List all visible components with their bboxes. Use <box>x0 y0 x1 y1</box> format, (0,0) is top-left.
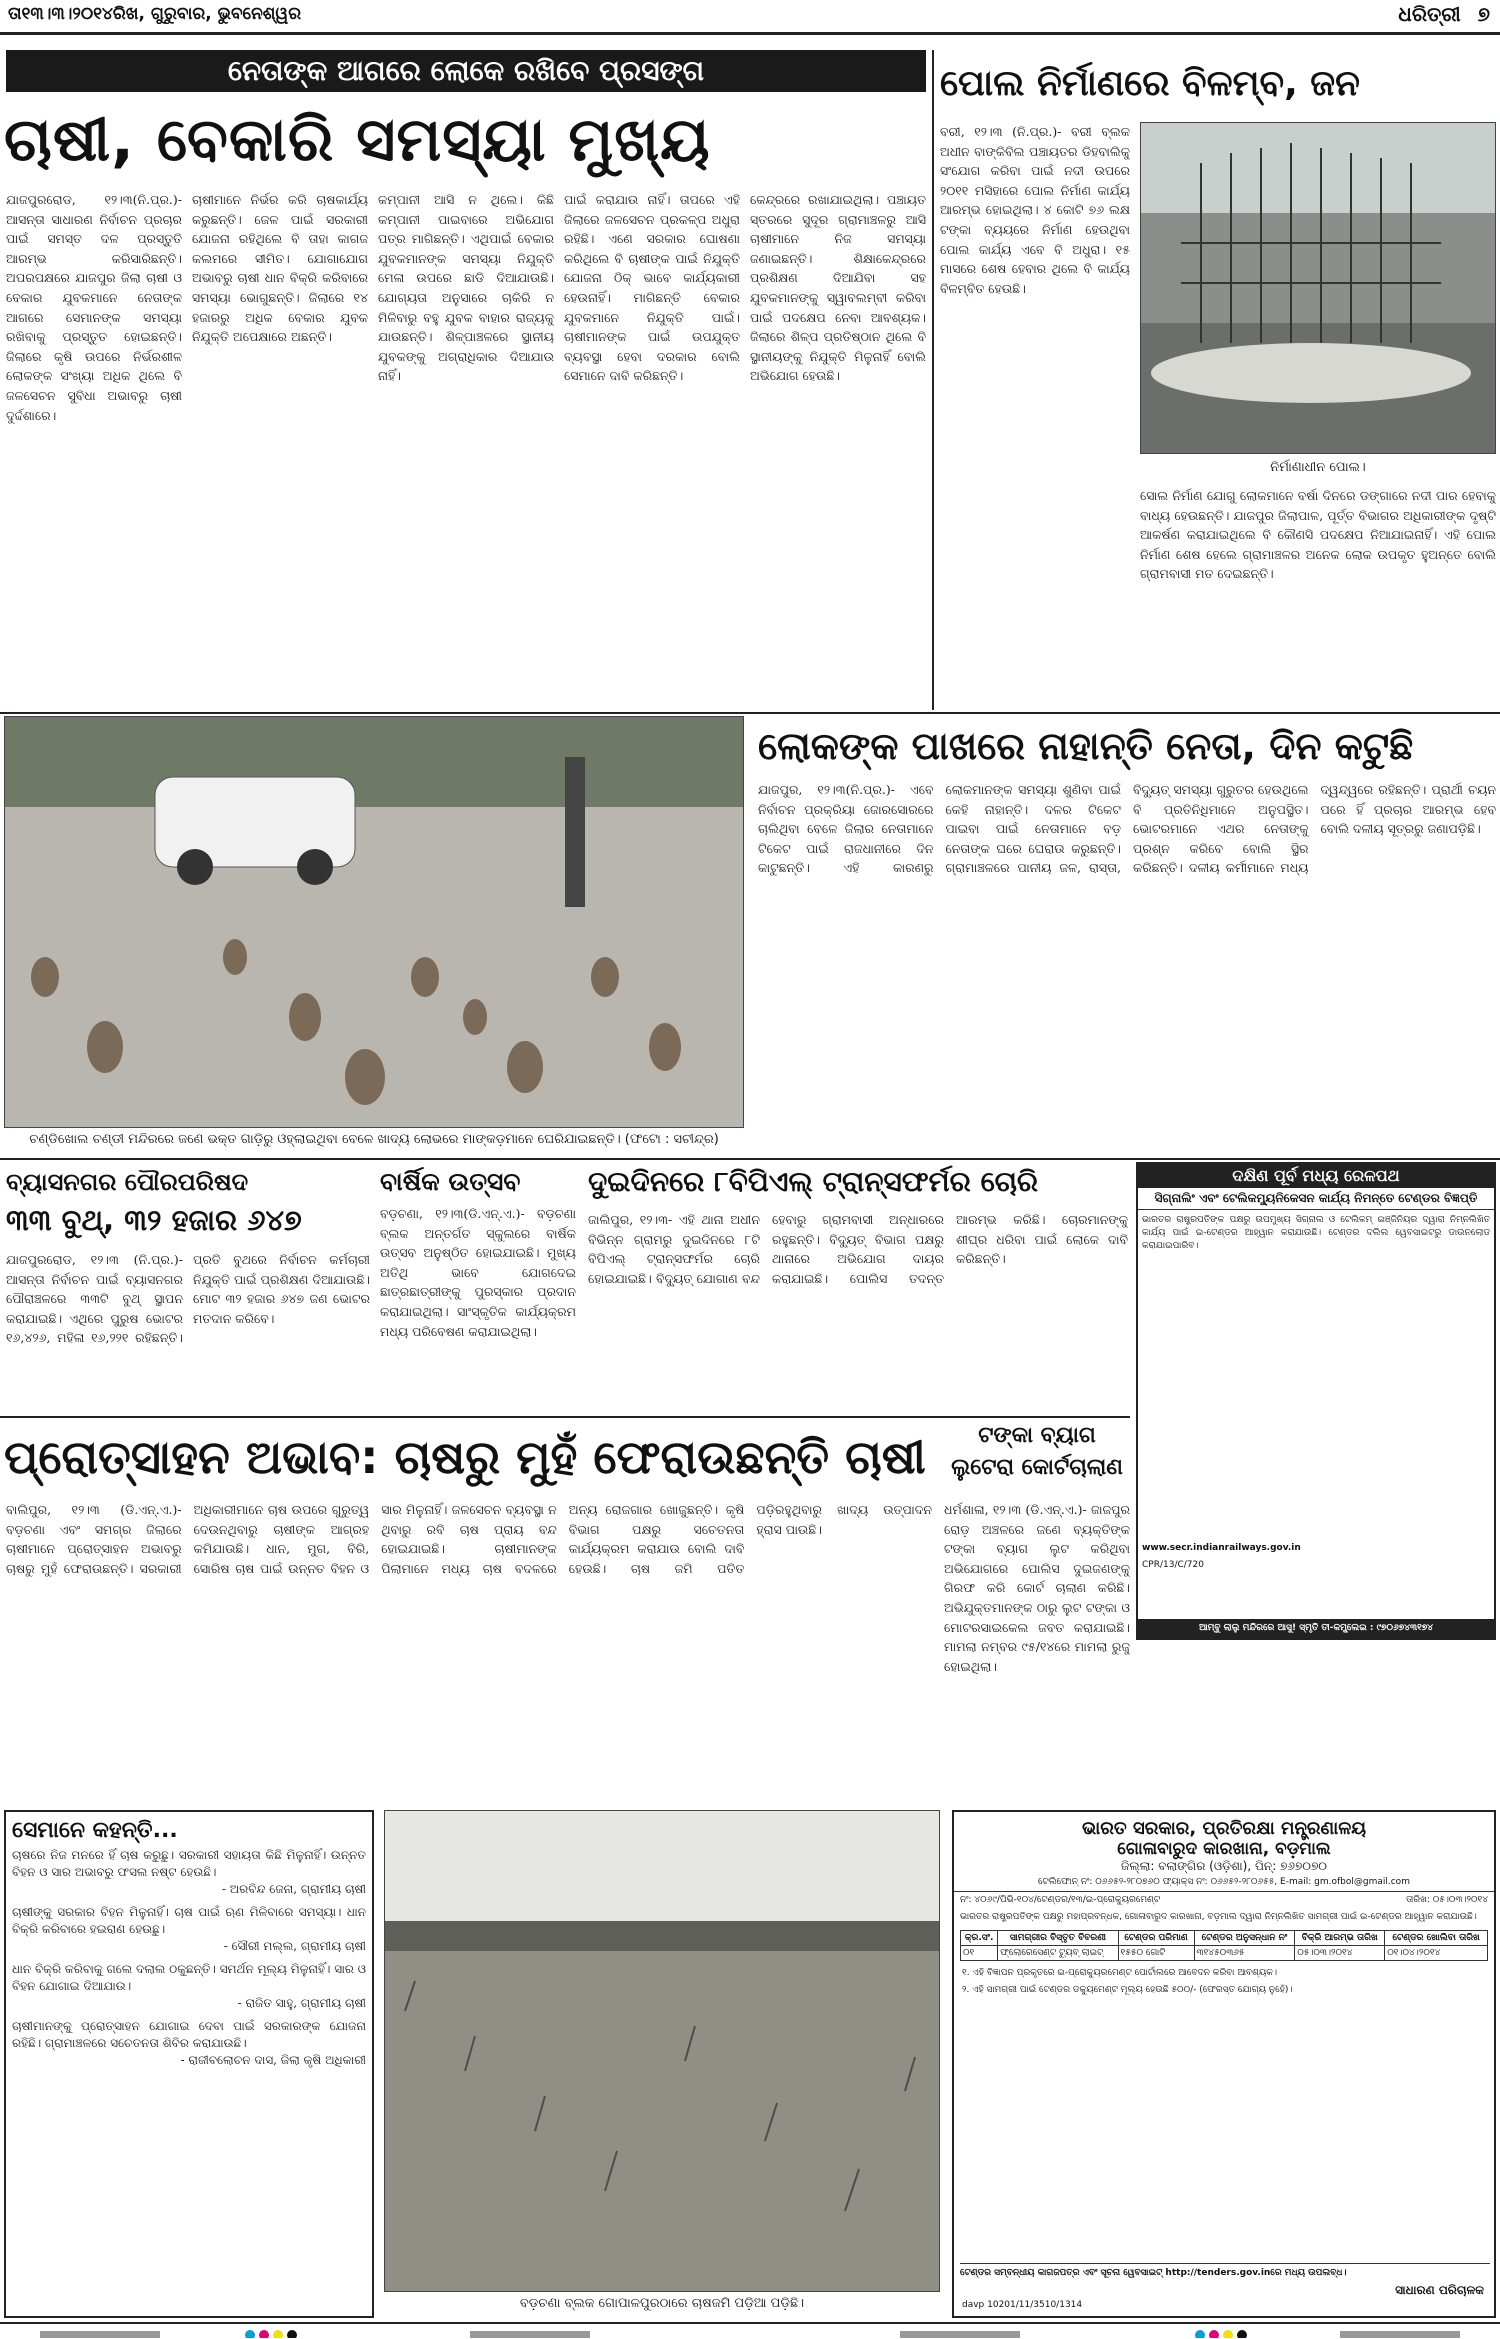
table-header: ଟେଣ୍ଡର ଖୋଲିବା ତାରିଖ <box>1385 1931 1488 1946</box>
defence-ad-signature: ସାଧାରଣ ପରିଚାଳକ <box>1395 2283 1484 2297</box>
festival-body: ବଡ଼ଚଣା, ୧୨।୩(ଡି.ଏନ୍.ଏ.)- ବଡ଼ଚଣା ବ୍ଲକ ଅନ୍ତର୍ଗତ ସ୍କୁଲରେ ବାର୍ଷିକ ଉତ୍ସବ ଅନୁଷ୍ଠିତ ହୋଇଯାଇଛି। ମୁଖ୍ୟ ଅତିଥି ଭାବେ ଯୋଗଦେଇ ଛାତ୍ରଛାତ୍ରୀଙ୍କୁ ପୁରସ୍କାର ପ୍ରଦାନ କରାଯାଇଥିଲା। ସାଂସ୍କୃତିକ କାର୍ଯ୍ୟକ୍ରମ ମଧ୍ୟ ପରିବେଷଣ କରାଯାଇଥିଲା। <box>380 1206 576 1339</box>
railway-ad-website[interactable]: www.secr.indianrailways.gov.in <box>1142 1543 1301 1553</box>
section-rule-1 <box>0 712 1500 714</box>
bridge-photo-caption: ନିର୍ମାଣାଧୀନ ପୋଲ। <box>1270 460 1366 475</box>
defence-ad-note-2: ୨. ଏହି ସାମଗ୍ରୀ ପାଇଁ ଟେଣ୍ଡର ଡକ୍ୟୁମେଣ୍ଟ ମୂଲ୍ୟ ହେଉଛି ୫୦୦/- (ଫେରସ୍ତ ଯୋଗ୍ୟ ନୁହେଁ)। <box>962 1985 1293 1995</box>
quote-3-author: - ରାଜିତ ସାହୁ, ଗ୍ରାମୀୟ ଚାଷୀ <box>237 1996 366 2010</box>
table-cell: ୩୧୪୫୦୩୬୫ <box>1194 1946 1295 1961</box>
table-cell: ଫ୍ଲୋରେସେଣ୍ଟ ଟ୍ୟୁବ୍ ଲାଇଟ୍ <box>998 1946 1118 1961</box>
table-cell: ୦୧।୦୪।୨୦୧୪ <box>1385 1946 1488 1961</box>
defence-ad-title: ଭାରତ ସରକାର, ପ୍ରତିରକ୍ଷା ମନ୍ତ୍ରଣାଳୟ <box>1081 1818 1367 1839</box>
bridge-construction-illustration <box>1141 123 1496 454</box>
booths-body: ଯାଜପୁରରୋଡ, ୧୨।୩ (ନି.ପ୍ର.)- ଆସନ୍ତା ନିର୍ବାଚନ ପାଇଁ ବ୍ୟାସନଗର ପୌରାଞ୍ଚଳରେ ୩୩ଟି ବୁଥ୍ ସ୍ଥାପନ କରାଯାଇଛି। ଏଥିରେ ପୁରୁଷ ଭୋଟର ୧୬,୪୨୬, ମହିଳା ୧୬,୨୨୧ ରହିଛନ୍ତି। ପ୍ରତି ବୁଥରେ ନିର୍ବାଚନ କର୍ମଚାରୀ ନିଯୁକ୍ତି ପାଇଁ ପ୍ରଶିକ୍ଷଣ ଦିଆଯାଉଛି। ମୋଟ ୩୨ ହଜାର ୬୪୭ ଜଣ ଭୋଟର ମତଦାନ କରିବେ। <box>6 1252 370 1346</box>
bridge-photo <box>1140 122 1496 454</box>
lead-col-4: ପାଇଁ କରାଯାଉ ନାହିଁ। ତାପରେ ଏହି ଜିଲାରେ ଜଳସେଚନ ପ୍ରକଳ୍ପ ଅଧୁରା ରହିଛି। ଏଣେ ସରକାର ଘୋଷଣା କରିଥିଲେ ବି ଚାଷୀଙ୍କ ପାଇଁ ନିଯୁକ୍ତି ଯୋଜନା ଠିକ୍ ଭାବେ କାର୍ଯ୍ୟକାରୀ ହେଉନାହିଁ। ମାଗିଛନ୍ତି ବେକାର ଯୁବକମାନେ ନିଯୁକ୍ତି ପାଇଁ। ଚାଷୀମାନଙ୍କ ପାଇଁ ଉପଯୁକ୍ତ ବ୍ୟବସ୍ଥା ହେବା ଦରକାର ବୋଲି ସେମାନେ ଦାବି କରିଛନ୍ତି। <box>564 192 740 384</box>
color-registration-icon <box>0 2329 1500 2338</box>
quote-3: ଧାନ ବିକ୍ରି କରିବାକୁ ଗଲେ ଦଲାଲ ଠକୁଛନ୍ତି। ସମର୍ଥନ ମୂଲ୍ୟ ମିଳୁନାହିଁ। ସାର ଓ ବିହନ ଯୋଗାଇ ଦିଆଯାଉ। <box>12 1962 366 1993</box>
loot-headline: ଟଙ୍କା ବ୍ୟାଗ ଲୁଟେରା କୋର୍ଟଚାଲାଣ <box>951 1423 1123 1480</box>
quote-2-author: - ସୌରୀ ମଲ୍ଲ, ଗ୍ରାମୀୟ ଚାଷୀ <box>223 1939 366 1953</box>
monkeys-car-illustration <box>5 717 744 1128</box>
defence-ad-address: ଜିଲ୍ଲା: ବଲାଙ୍ଗିର (ଓଡ଼ିଶା), ପିନ୍: ୭୬୭୦୭୦ <box>1120 1859 1327 1873</box>
festival-headline: ବାର୍ଷିକ ଉତ୍ସବ <box>380 1167 521 1196</box>
defence-ad-davp: davp 10201/11/3510/1314 <box>962 2300 1083 2310</box>
railway-ad-subtitle: ସିଗ୍ନାଲିଂ ଏବଂ ଟେଲିକମ୍ୟୁନିକେସନ କାର୍ଯ୍ୟ ନିମନ୍ତେ ଟେଣ୍ଡର ବିଜ୍ଞପ୍ତି <box>1138 1188 1494 1210</box>
defence-ad-ref: ନଂ: ୪୦୬୯/ପିଭି-୧୦୪/ଟେଣ୍ଡର/୧୩/ଇ-ପ୍ରୋକ୍ୟୁରମେଣ୍ଟ <box>960 1895 1161 1905</box>
quote-4: ଚାଷୀମାନଙ୍କୁ ପ୍ରୋତ୍ସାହନ ଯୋଗାଇ ଦେବା ପାଇଁ ସରକାରଙ୍କ ଯୋଜନା ରହିଛି। ଗ୍ରାମାଞ୍ଚଳରେ ସଚେତନତା ଶିବିର କରାଯାଉଛି। <box>12 2019 366 2050</box>
farming-body: ବାଲିପୁର, ୧୨।୩ (ଡି.ଏନ୍.ଏ.)- ବଡ଼ଚଣା ଏବଂ ସମଗ୍ର ଜିଲାରେ ଚାଷୀମାନେ ପ୍ରୋତ୍ସାହନ ଅଭାବରୁ ଚାଷରୁ ମୁହଁ ଫେରାଉଛନ୍ତି। ସରକାରୀ ଅଧିକାରୀମାନେ ଚାଷ ଉପରେ ଗୁରୁତ୍ୱ ଦେଉନଥିବାରୁ ଚାଷୀଙ୍କ ଆଗ୍ରହ କମିଯାଉଛି। ଧାନ, ମୁଗ, ବିରି, ସୋରିଷ ଚାଷ ପାଇଁ ଉନ୍ନତ ବିହନ ଓ ସାର ମିଳୁନାହିଁ। ଜଳସେଚନ ବ୍ୟବସ୍ଥା ନ ଥିବାରୁ ରବି ଚାଷ ପ୍ରାୟ ବନ୍ଦ ହୋଇଯାଇଛି। ଚାଷୀମାନଙ୍କ ପିଲାମାନେ ମଧ୍ୟ ଚାଷ ବଦଳରେ ଅନ୍ୟ ରୋଜଗାର ଖୋଜୁଛନ୍ତି। କୃଷି ବିଭାଗ ପକ୍ଷରୁ ସଚେତନତା କାର୍ଯ୍ୟକ୍ରମ କରାଯାଉ ବୋଲି ଦାବି ହେଉଛି। ଚାଷ ଜମି ପତିତ ପଡ଼ିରହୁଥିବାରୁ ଖାଦ୍ୟ ଉତ୍ପାଦନ ହ୍ରାସ ପାଉଛି। <box>6 1502 932 1576</box>
lead-col-1: ଯାଜପୁରରୋଡ, ୧୨।୩(ନି.ପ୍ର.)- ଆସନ୍ତା ସାଧାରଣ ନିର୍ବାଚନ ପ୍ରଚାର ପାଇଁ ସମସ୍ତ ଦଳ ପ୍ରସ୍ତୁତି ଆରମ୍ଭ କରିସାରିଛନ୍ତି। ଅପରପକ୍ଷରେ ଯାଜପୁର ଜିଲା ଚାଷୀ ଓ ବେକାର ଯୁବକମାନେ ନେତାଙ୍କ ଆଗରେ ସେମାନଙ୍କ ସମସ୍ୟା ରଖିବାକୁ ପ୍ରସ୍ତୁତ ହୋଇଛନ୍ତି। ଜିଲାରେ କୃଷି ଉପରେ ନିର୍ଭରଶୀଳ ଲୋକଙ୍କ ସଂଖ୍ୟା ଅଧିକ ଥିଲେ ବି ଜଳସେଚନ ସୁବିଧା ଅଭାବରୁ ଚାଷୀ ଦୁର୍ଦ୍ଦଶାରେ। <box>6 192 182 423</box>
table-cell: ୦୧ <box>961 1946 998 1961</box>
defence-ad-table <box>960 1930 1488 1961</box>
loot-body: ଧର୍ମଶାଳା, ୧୨।୩ (ଡି.ଏନ୍.ଏ.)- ଜାଜପୁର ରୋଡ଼ ଅଞ୍ଚଳରେ ଜଣେ ବ୍ୟକ୍ତିଙ୍କ ଟଙ୍କା ବ୍ୟାଗ ଲୁଟ କରିଥିବା ଅଭିଯୋଗରେ ପୋଲିସ ଦୁଇଜଣଙ୍କୁ ଗିରଫ କରି କୋର୍ଟ ଚାଲାଣ କରିଛି। ଅଭିଯୁକ୍ତମାନଙ୍କ ଠାରୁ ଲୁଟ ଟଙ୍କା ଓ ମୋଟରସାଇକେଲ ଜବତ କରାଯାଇଛି। ମାମଲା ନମ୍ବର ୯୫/୧୪ରେ ମାମଲା ରୁଜୁ ହୋଇଥିଲା। <box>944 1502 1130 1674</box>
railway-ad-footer: ଆମ୍ବୁ ଲାଲୁ ମନ୍ଦିରରେ ଆସୁ! ସ୍ମୃତି ତୀ-କମ୍ପ୍ଲେଇ : ୯୭୦୬୭୪୩୧୭୪ <box>1138 1619 1494 1638</box>
column-divider <box>932 50 934 710</box>
lead-col-5: କେନ୍ଦ୍ରରେ ରଖାଯାଇଥିଲା। ପଞ୍ଚାୟତ ସ୍ତରରେ ସୁଦୂର ଗ୍ରାମାଞ୍ଚଳରୁ ଆସି ଚାଷୀମାନେ ନିଜ ସମସ୍ୟା ଜଣାଇଛନ୍ତି। ଶିକ୍ଷାକେନ୍ଦ୍ରରେ ପ୍ରଶିକ୍ଷଣ ଦିଆଯିବା ସହ ଯୁବକମାନଙ୍କୁ ସ୍ୱାବଲମ୍ବୀ କରିବା ପାଇଁ ପଦକ୍ଷେପ ନେବା ଆବଶ୍ୟକ। ଜିଲାରେ ଶିଳ୍ପ ପ୍ରତିଷ୍ଠାନ ଥିଲେ ବି ସ୍ଥାନୀୟଙ୍କୁ ନିଯୁକ୍ତି ମିଳୁନାହିଁ ବୋଲି ଅଭିଯୋଗ ହେଉଛି। <box>750 192 926 384</box>
defence-tender-ad <box>952 1810 1496 2318</box>
table-header: ଟେଣ୍ଡର ପରିମାଣ <box>1118 1931 1194 1946</box>
field-photo-caption: ବଡ଼ଚଣା ବ୍ଲକ ଗୋପାଳପୁରଠାରେ ଚାଷଜମି ପଡ଼ିଆ ପଡ଼ିଛି। <box>519 2296 805 2311</box>
lead-col-2: ଚାଷୀମାନେ ନିର୍ଭର କରି ଚାଷକାର୍ଯ୍ୟ କରୁଛନ୍ତି। ଜେଳ ପାଇଁ ସରକାରୀ ଯୋଜନା ରହିଥିଲେ ବି ତାହା କାଗଜ କଲମରେ ସୀମିତ। ଯୋଗାଯୋଗ ଅଭାବରୁ ଚାଷୀ ଧାନ ବିକ୍ରି କରିବାରେ ସମସ୍ୟା ଭୋଗୁଛନ୍ତି। ଜିଲାରେ ୧୪ ହଜାରରୁ ଅଧିକ ବେକାର ଯୁବକ ନିଯୁକ୍ତି ଅପେକ୍ଷାରେ ଅଛନ୍ତି। <box>192 192 368 345</box>
bridge-headline: ପୋଲ ନିର୍ମାଣରେ ବିଳମ୍ବ, ଜନ <box>940 63 1360 104</box>
table-header-row <box>961 1931 1488 1946</box>
capital-headline: ଲୋକଙ୍କ ପାଖରେ ନାହାନ୍ତି ନେତା, ଦିନ କଟୁଛି <box>758 724 1414 768</box>
page-number: ୭ <box>1477 2 1490 26</box>
farmers-say-box <box>4 1810 374 2318</box>
field-illustration <box>385 1811 940 2292</box>
defence-ad-note-1: ୧. ଏହି ବିଜ୍ଞାପନ ପ୍ରକୃତରେ ଇ-ପ୍ରୋକ୍ୟୁରମେଣ୍ଟ ପୋର୍ଟାଲରେ ଆବେଦନ କରିବା ଆବଶ୍ୟକ। <box>962 1968 1277 1978</box>
booths-kicker: ବ୍ୟାସନଗର ପୌରପରିଷଦ <box>6 1168 249 1196</box>
top-rule <box>0 32 1500 35</box>
table-row <box>961 1946 1488 1961</box>
railway-ad-code: CPR/13/C/720 <box>1142 1560 1204 1570</box>
transformer-headline: ଦୁଇଦିନରେ ୮ବିପିଏଲ୍ ଟ୍ରାନ୍ସଫର୍ମର ଚୋରି <box>588 1165 1039 1198</box>
field-photo <box>384 1810 940 2292</box>
quote-1: ଚାଷରେ ନିଜ ମନରେ ହିଁ ଚାଷ କରୁଛୁ। ସରକାରୀ ସହାୟତା କିଛି ମିଳୁନାହିଁ। ଉନ୍ନତ ବିହନ ଓ ସାର ଅଭାବରୁ ଫସଲ ନଷ୍ଟ ହେଉଛି। <box>12 1848 366 1879</box>
quote-1-author: - ଅରବିନ୍ଦ ଜେନା, ଗ୍ରାମୀୟ ଚାଷୀ <box>221 1882 366 1896</box>
page-date: ତା୧୩।୩।୨୦୧୪ରିଖ, ଗୁରୁବାର, ଭୁବନେଶ୍ୱର <box>8 4 302 24</box>
defence-ad-contact: ଟେଲିଫୋନ୍ ନଂ: ୦୬୬୫୨-୨୮୦୭୬୦ ଫ୍ୟାକ୍ସ ନଂ: ୦୬୬୫୨-୨୮୦୬୫୫, E-mail: gm.ofbol@gmail.com <box>1038 1877 1410 1887</box>
capital-body: ଯାଜପୁର, ୧୨।୩(ନି.ପ୍ର.)- ଏବେ ନିର୍ବାଚନ ପ୍ରକ୍ରିୟା ଜୋରସୋରରେ ଚାଲିଥିବା ବେଳେ ଜିଲାର ନେତାମାନେ ଟିକେଟ ପାଇଁ ରାଜଧାନୀରେ ଦିନ କାଟୁଛନ୍ତି। ଏହି କାରଣରୁ ଲୋକମାନଙ୍କ ସମସ୍ୟା ଶୁଣିବା ପାଇଁ କେହି ନାହାନ୍ତି। ଦଳର ଟିକେଟ ପାଇବା ପାଇଁ ନେତାମାନେ ବଡ଼ ନେତାଙ୍କ ଘରେ ଘେରାଉ କରୁଛନ୍ତି। ଗ୍ରାମାଞ୍ଚଳରେ ପାନୀୟ ଜଳ, ରାସ୍ତା, ବିଦ୍ୟୁତ୍ ସମସ୍ୟା ଗୁରୁତର ହେଉଥିଲେ ବି ପ୍ରତିନିଧିମାନେ ଅନୁପସ୍ଥିତ। ଭୋଟରମାନେ ଏଥର ନେତାଙ୍କୁ ପ୍ରଶ୍ନ କରିବେ ବୋଲି ସ୍ଥିର କରିଛନ୍ତି। ଦଳୀୟ କର୍ମୀମାନେ ମଧ୍ୟ ଦ୍ୱନ୍ଦ୍ୱରେ ରହିଛନ୍ତି। ପ୍ରାର୍ଥୀ ଚୟନ ପରେ ହିଁ ପ୍ରଚାର ଆରମ୍ଭ ହେବ ବୋଲି ଦଳୀୟ ସୂତ୍ରରୁ ଜଣାପଡ଼ିଛି। <box>758 782 1496 876</box>
quote-4-author: - ରାଜୀବଲୋଚନ ଦାସ, ଜିଲା କୃଷି ଅଧିକାରୀ <box>180 2053 366 2067</box>
bottom-rule <box>0 2322 1500 2324</box>
lead-headline: ଚାଷୀ, ବେକାରି ସମସ୍ୟା ମୁଖ୍ୟ <box>4 105 711 175</box>
lead-col-3: କମ୍ପାନୀ ଆସି ନ ଥିଲେ। କିଛି କମ୍ପାନୀ ପାଇବାରେ ଅଭିଯୋଗ ପତ୍ର ମାଗିଛନ୍ତି। ଏଥିପାଇଁ ବେକାର ଯୁବକମାନଙ୍କ ସମସ୍ୟା ନିଯୁକ୍ତି ମେଳା ଉପରେ ଛାଡି ଦିଆଯାଉଛି। ଯୋଗ୍ୟତା ଅନୁସାରେ ଚାକିରି ନ ମିଳିବାରୁ ବହୁ ଯୁବକ ବାହାର ରାଜ୍ୟକୁ ଯାଉଛନ୍ତି। ଶିଳ୍ପାଞ୍ଚଳରେ ସ୍ଥାନୀୟ ଯୁବକଙ୍କୁ ଅଗ୍ରାଧିକାର ଦିଆଯାଉ ନାହିଁ। <box>378 192 554 384</box>
table-header: ଟେଣ୍ଡର ଅନୁସନ୍ଧାନ ନଂ <box>1194 1931 1295 1946</box>
table-header: ସାମଗ୍ରୀର ବିସ୍ତୃତ ବିବରଣୀ <box>998 1931 1118 1946</box>
masthead <box>1398 2 1490 26</box>
table-cell: ୦୫।୦୩।୨୦୧୪ <box>1295 1946 1385 1961</box>
lead-kicker: ନେତାଙ୍କ ଆଗରେ ଲୋକେ ରଖିବେ ପ୍ରସଙ୍ଗ <box>6 50 926 92</box>
defence-ad-subtitle: ଗୋଳାବାରୁଦ କାରଖାନା, ବଡ଼ମାଲ <box>1117 1839 1331 1859</box>
monkeys-photo <box>4 716 744 1128</box>
defence-ad-website[interactable]: ଟେଣ୍ଡର ସମ୍ବନ୍ଧୀୟ କାଗଜପତ୍ର ଏବଂ ସୂଚନା ୱେବସାଇଟ୍ http://tenders.gov.inରେ ମଧ୍ୟ ଉପଲବ୍ଧ। <box>960 2263 1490 2280</box>
lead-body <box>6 190 926 710</box>
bridge-intro: ବରୀ, ୧୨।୩ (ନି.ପ୍ର.)- ବରୀ ବ୍ଲକ ଅଧୀନ ବାଙ୍କିବିଲ ପଞ୍ଚାୟତର ଡିହବାଲିକୁ ସଂଯୋଗ କରିବା ପାଇଁ ନଦୀ ଉପରେ ୨୦୧୧ ମସିହାରେ ପୋଲ ନିର୍ମାଣ କାର୍ଯ୍ୟ ଆରମ୍ଭ ହୋଇଥିଲା। ୪ କୋଟି ୭୬ ଲକ୍ଷ ଟଙ୍କା ବ୍ୟୟରେ ନିର୍ମାଣ ହେଉଥିବା ପୋଲ କାର୍ଯ୍ୟ ଏବେ ବି ଅଧୁରା। ୧୫ ମାସରେ ଶେଷ ହେବାର ଥିଲେ ବି କାର୍ଯ୍ୟ ବିଳମ୍ବିତ ହେଉଛି। <box>940 124 1130 296</box>
railway-tender-ad <box>1136 1162 1496 1640</box>
paper-name: ଧରିତ୍ରୀ <box>1398 2 1461 26</box>
defence-ad-intro: ଭାରତର ରାଷ୍ଟ୍ରପତିଙ୍କ ପକ୍ଷରୁ ମହାପ୍ରବନ୍ଧକ, ଗୋଳାବାରୁଦ କାରଖାନା, ବଡ଼ମାଲ ଦ୍ୱାରା ନିମ୍ନଲିଖିତ ସାମଗ୍ରୀ ପାଇଁ ଇ-ଟେଣ୍ଡର ଆହ୍ୱାନ କରାଯାଉଛି। <box>960 1912 1477 1922</box>
section-rule-2 <box>0 1158 1500 1160</box>
booths-headline: ୩୩ ବୁଥ୍, ୩୨ ହଜାର ୬୪୭ <box>6 1203 302 1237</box>
railway-ad-body: ଭାରତର ରାଷ୍ଟ୍ରପତିଙ୍କ ପକ୍ଷରୁ ଉପମୁଖ୍ୟ ସିଗ୍ନାଲ ଓ ଟେଲିକମ୍ ଇଞ୍ଜିନିୟର ଦ୍ୱାରା ନିମ୍ନଲିଖିତ କାର୍ଯ୍ୟ ପାଇଁ ଇ-ଟେଣ୍ଡର ଆହ୍ୱାନ କରାଯାଉଛି। ଟେଣ୍ଡର ଦଲିଲ ୱେବସାଇଟରୁ ଡାଉନଲୋଡ କରାଯାଇପାରିବ। <box>1142 1215 1490 1251</box>
monkeys-caption: ଚଣ୍ଡିଖୋଲ ଚଣ୍ଡୀ ମନ୍ଦିରରେ ଜଣେ ଭକ୍ତ ଗାଡ଼ିରୁ ଓହ୍ଲାଇଥିବା ବେଳେ ଖାଦ୍ୟ ଲୋଭରେ ମାଙ୍କଡ଼ମାନେ ଘେରିଯାଇଛନ୍ତି। (ଫଟୋ : ସଚୀନ୍ଦ୍ର) <box>29 1132 719 1147</box>
defence-ad-ref-row <box>954 1891 1494 1909</box>
table-header: କ୍ର.ସଂ. <box>961 1931 998 1946</box>
registration-marks <box>0 2326 1500 2338</box>
farming-headline: ପ୍ରୋତ୍ସାହନ ଅଭାବ: ଚାଷରୁ ମୁହଁ ଫେରାଉଛନ୍ତି ଚାଷୀ <box>4 1430 926 1484</box>
railway-ad-title: ଦକ୍ଷିଣ ପୂର୍ବ ମଧ୍ୟ ରେଳପଥ <box>1138 1164 1494 1188</box>
quote-2: ଚାଷୀଙ୍କୁ ସରକାର ବିହନ ମିଳୁନାହିଁ। ଚାଷ ପାଇଁ ଋଣ ମିଳିବାରେ ସମସ୍ୟା। ଧାନ ବିକ୍ରି କରିବାରେ ହଇରାଣ ହେଉଛୁ। <box>12 1905 366 1936</box>
table-cell: ୧୫୫୦ ଗୋଟି <box>1118 1946 1194 1961</box>
farmers-say-title: ସେମାନେ କହନ୍ତି... <box>12 1818 178 1843</box>
defence-ad-date: ତାରିଖ: ୦୫।୦୩।୨୦୧୪ <box>1406 1895 1488 1905</box>
bridge-continued: ସୋଲ ନିର୍ମାଣ ଯୋଗୁ ଲୋକମାନେ ବର୍ଷା ଦିନରେ ଡଙ୍ଗାରେ ନଦୀ ପାର ହେବାକୁ ବାଧ୍ୟ ହେଉଛନ୍ତି। ଯାଜପୁର ଜିଲାପାଳ, ପୂର୍ତ୍ତ ବିଭାଗର ଅଧିକାରୀଙ୍କ ଦୃଷ୍ଟି ଆକର୍ଷଣ କରାଯାଇଥିଲେ ବି କୌଣସି ପଦକ୍ଷେପ ନିଆଯାଇନାହିଁ। ଏହି ପୋଲ ନିର୍ମାଣ ଶେଷ ହେଲେ ଗ୍ରାମାଞ୍ଚଳର ଅନେକ ଲୋକ ଉପକୃତ ହୁଅନ୍ତେ ବୋଲି ଗ୍ରାମବାସୀ ମତ ଦେଇଛନ୍ତି। <box>1140 488 1496 582</box>
table-header: ବିକ୍ରି ଆରମ୍ଭ ତାରିଖ <box>1295 1931 1385 1946</box>
transformer-body: ଜାଲିପୁର, ୧୨।୩- ଏହି ଥାନା ଅଧୀନ ବିଭିନ୍ନ ଗ୍ରାମରୁ ଦୁଇଦିନରେ ୮ଟି ବିପିଏଲ୍ ଟ୍ରାନ୍ସଫର୍ମର ଚୋରି ହୋଇଯାଇଛି। ବିଦ୍ୟୁତ୍ ଯୋଗାଣ ବନ୍ଦ ହେବାରୁ ଗ୍ରାମବାସୀ ଅନ୍ଧାରରେ ରହୁଛନ୍ତି। ବିଦ୍ୟୁତ୍ ବିଭାଗ ପକ୍ଷରୁ ଥାନାରେ ଅଭିଯୋଗ ଦାୟର କରାଯାଇଛି। ପୋଲିସ ତଦନ୍ତ ଆରମ୍ଭ କରିଛି। ଚୋରମାନଙ୍କୁ ଶୀଘ୍ର ଧରିବା ପାଇଁ ଲୋକେ ଦାବି କରିଛନ୍ତି। <box>588 1212 1128 1286</box>
